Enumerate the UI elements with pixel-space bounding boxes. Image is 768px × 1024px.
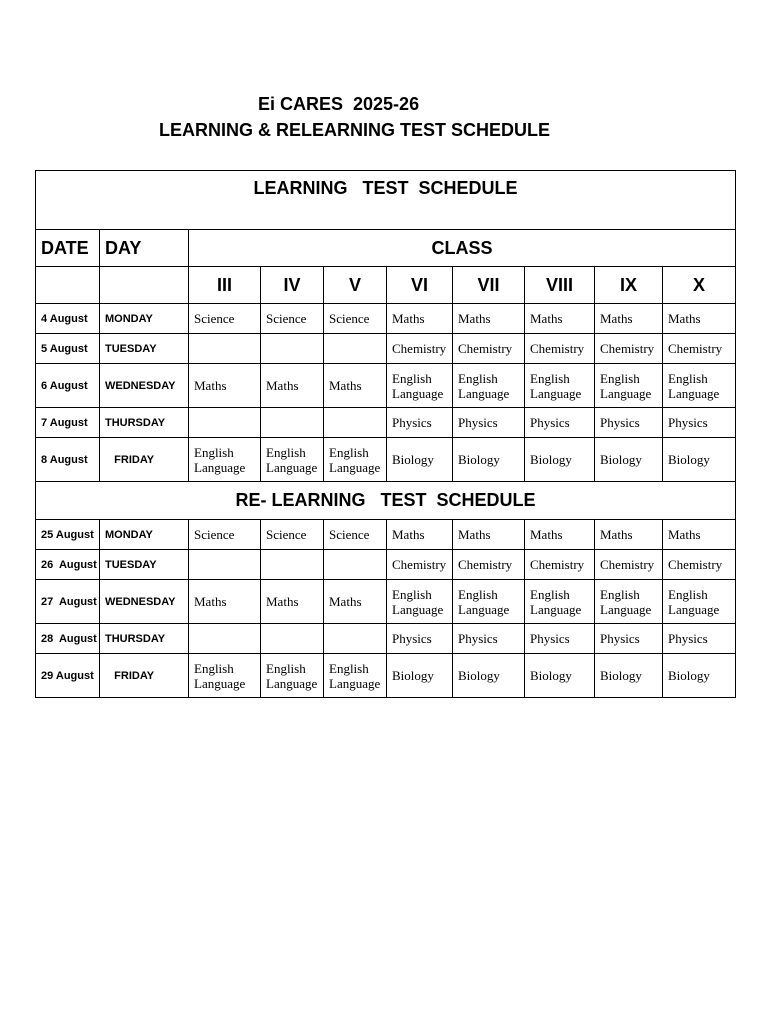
date-cell: 28 August — [36, 624, 100, 654]
day-cell: WEDNESDAY — [100, 364, 189, 408]
class-number-cell: V — [324, 267, 387, 304]
subject-cell: Physics — [663, 624, 736, 654]
table-row — [36, 334, 736, 364]
class-number-cell: IX — [595, 267, 663, 304]
subject-cell: English Language — [525, 364, 595, 408]
empty-cell — [100, 267, 189, 304]
subject-cell: Maths — [189, 364, 261, 408]
subject-cell: Maths — [189, 580, 261, 624]
relearning-section-title: RE- LEARNING TEST SCHEDULE — [36, 482, 736, 520]
subject-cell: Maths — [663, 520, 736, 550]
subject-cell: Physics — [453, 408, 525, 438]
subject-cell: Physics — [663, 408, 736, 438]
subject-cell: English Language — [663, 580, 736, 624]
subject-cell: English Language — [663, 364, 736, 408]
day-cell: WEDNESDAY — [100, 580, 189, 624]
table-row — [36, 364, 736, 408]
subject-cell: English Language — [387, 580, 453, 624]
class-number-cell: VII — [453, 267, 525, 304]
subject-cell: Biology — [387, 438, 453, 482]
subject-cell — [324, 334, 387, 364]
subject-cell: English Language — [189, 438, 261, 482]
subject-cell: Chemistry — [453, 550, 525, 580]
subject-cell: Science — [261, 520, 324, 550]
relearning-section-title-row — [36, 482, 736, 520]
day-cell: TUESDAY — [100, 550, 189, 580]
subject-cell: Maths — [453, 520, 525, 550]
table-row — [36, 550, 736, 580]
subject-cell — [189, 624, 261, 654]
day-cell: THURSDAY — [100, 408, 189, 438]
subject-cell: Maths — [595, 520, 663, 550]
subject-cell: Science — [324, 304, 387, 334]
subject-cell — [189, 334, 261, 364]
subject-cell — [324, 624, 387, 654]
subject-cell: English Language — [261, 438, 324, 482]
subject-cell: Physics — [595, 624, 663, 654]
subject-cell: Chemistry — [663, 550, 736, 580]
empty-cell — [36, 267, 100, 304]
subject-cell: Maths — [525, 304, 595, 334]
class-numbers-row — [36, 267, 736, 304]
day-cell: FRIDAY — [100, 654, 189, 698]
date-cell: 25 August — [36, 520, 100, 550]
subject-cell — [189, 550, 261, 580]
subject-cell: English Language — [324, 654, 387, 698]
subject-cell: English Language — [453, 580, 525, 624]
subject-cell: Biology — [663, 654, 736, 698]
day-cell: TUESDAY — [100, 334, 189, 364]
table-row — [36, 580, 736, 624]
class-number-cell: VIII — [525, 267, 595, 304]
subject-cell: Maths — [387, 520, 453, 550]
subject-cell: Chemistry — [453, 334, 525, 364]
subject-cell — [261, 624, 324, 654]
subject-cell: Science — [261, 304, 324, 334]
class-number-cell: IV — [261, 267, 324, 304]
subject-cell: Biology — [595, 654, 663, 698]
subject-cell: Maths — [595, 304, 663, 334]
table-row — [36, 304, 736, 334]
subject-cell: Physics — [525, 408, 595, 438]
subject-cell — [324, 550, 387, 580]
subject-cell: Physics — [525, 624, 595, 654]
learning-section-title: LEARNING TEST SCHEDULE — [36, 171, 736, 230]
subject-cell: Chemistry — [525, 550, 595, 580]
date-cell: 27 August — [36, 580, 100, 624]
table-row — [36, 654, 736, 698]
class-number-cell: III — [189, 267, 261, 304]
subject-cell: Biology — [525, 438, 595, 482]
subject-cell — [261, 550, 324, 580]
date-cell: 6 August — [36, 364, 100, 408]
subject-cell — [261, 334, 324, 364]
subject-cell: Biology — [663, 438, 736, 482]
table-row — [36, 438, 736, 482]
org-title: Ei CARES 2025-26 — [258, 94, 420, 114]
subject-cell: Maths — [525, 520, 595, 550]
table-row — [36, 408, 736, 438]
subject-cell: Biology — [387, 654, 453, 698]
subject-cell: Chemistry — [663, 334, 736, 364]
subject-cell: Chemistry — [595, 550, 663, 580]
subject-cell: Physics — [387, 408, 453, 438]
subject-cell: Biology — [453, 654, 525, 698]
subject-cell: Physics — [453, 624, 525, 654]
subject-cell: English Language — [595, 364, 663, 408]
subject-cell: Maths — [324, 364, 387, 408]
subject-cell: Biology — [525, 654, 595, 698]
date-cell: 8 August — [36, 438, 100, 482]
header-row — [36, 230, 736, 267]
subject-cell: Biology — [453, 438, 525, 482]
subject-cell — [324, 408, 387, 438]
subject-cell: Biology — [595, 438, 663, 482]
subject-cell: Maths — [387, 304, 453, 334]
class-number-cell: VI — [387, 267, 453, 304]
date-cell: 5 August — [36, 334, 100, 364]
table-row — [36, 520, 736, 550]
subject-cell: English Language — [453, 364, 525, 408]
subject-cell: Chemistry — [387, 550, 453, 580]
subject-cell: Science — [189, 304, 261, 334]
class-number-cell: X — [663, 267, 736, 304]
day-cell: MONDAY — [100, 520, 189, 550]
day-header: DAY — [100, 230, 189, 267]
date-cell: 7 August — [36, 408, 100, 438]
schedule-table — [35, 170, 736, 698]
subject-cell: Physics — [387, 624, 453, 654]
date-header: DATE — [36, 230, 100, 267]
class-header: CLASS — [189, 230, 736, 267]
subject-cell: English Language — [595, 580, 663, 624]
subject-cell: English Language — [189, 654, 261, 698]
date-cell: 26 August — [36, 550, 100, 580]
day-cell: FRIDAY — [100, 438, 189, 482]
subject-cell: English Language — [261, 654, 324, 698]
day-cell: THURSDAY — [100, 624, 189, 654]
subject-cell: Maths — [663, 304, 736, 334]
subject-cell: Maths — [261, 580, 324, 624]
subject-cell: Maths — [261, 364, 324, 408]
date-cell: 4 August — [36, 304, 100, 334]
document-title: LEARNING & RELEARNING TEST SCHEDULE — [159, 120, 551, 140]
learning-section-title-row — [36, 171, 736, 230]
subject-cell: Chemistry — [595, 334, 663, 364]
subject-cell — [261, 408, 324, 438]
subject-cell: Physics — [595, 408, 663, 438]
subject-cell: Chemistry — [387, 334, 453, 364]
subject-cell: English Language — [387, 364, 453, 408]
date-cell: 29 August — [36, 654, 100, 698]
table-row — [36, 624, 736, 654]
day-cell: MONDAY — [100, 304, 189, 334]
subject-cell: English Language — [324, 438, 387, 482]
subject-cell: Chemistry — [525, 334, 595, 364]
subject-cell: Science — [324, 520, 387, 550]
subject-cell — [189, 408, 261, 438]
subject-cell: Maths — [453, 304, 525, 334]
subject-cell: Science — [189, 520, 261, 550]
subject-cell: Maths — [324, 580, 387, 624]
subject-cell: English Language — [525, 580, 595, 624]
